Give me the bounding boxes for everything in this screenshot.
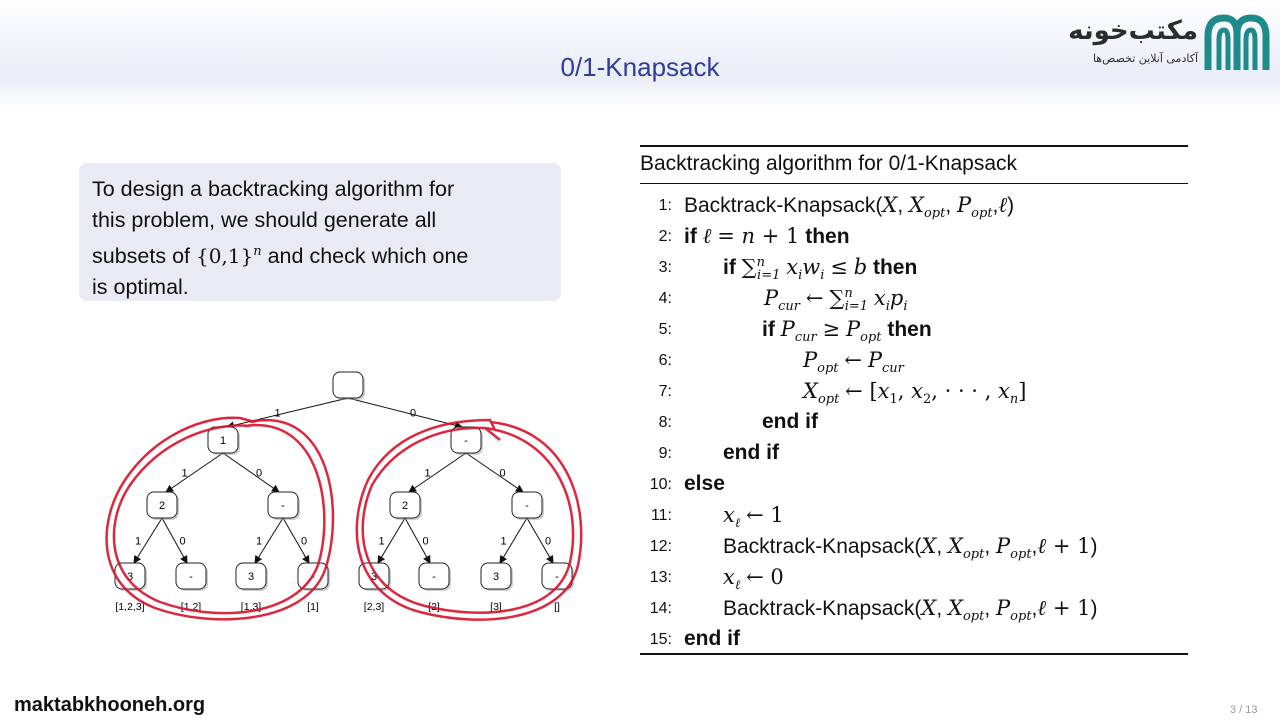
tree-node: [512, 492, 544, 520]
node-label: 1: [219, 435, 227, 447]
logo-tagline: آکادمی آنلاین تخصص‌ها: [1092, 52, 1198, 65]
edge-label: 0: [544, 535, 552, 548]
logo-mark-icon: [1202, 12, 1272, 74]
logo-name: مکتب‌خونه: [1068, 16, 1198, 46]
tree-edge: [409, 453, 466, 492]
maktabkhooneh-logo[interactable]: [1068, 10, 1276, 76]
node-label: -: [189, 571, 193, 583]
leaf-set-label: [1,3]: [240, 601, 262, 613]
right-annotation-circle-inner: [363, 428, 573, 613]
bottom-rule: [640, 653, 1188, 655]
intro-line-3: subsets of $\{0,1\}^n$ and check which one: [92, 244, 469, 269]
edge-label: 0: [409, 407, 417, 420]
leaf-set-label: [2]: [428, 601, 440, 613]
intro-line-1: To design a backtracking algorithm for: [92, 177, 455, 201]
node-label: 2: [158, 500, 166, 512]
edge-label: 0: [422, 535, 429, 548]
leaf-set-label: [2,3]: [363, 601, 385, 613]
leaf-set-label: [1,2,3]: [115, 601, 145, 613]
tree-edge: [166, 453, 223, 492]
state-space-tree: [100, 360, 590, 630]
intro-line-2: this problem, we should generate all: [92, 208, 437, 232]
edge-label: 0: [179, 535, 186, 548]
algorithm-block: Backtracking algorithm for 0/1-Knapsack 1: Backtrack-Knapsack(X, $X_{opt}$, $P_{opt},\ell$) 2: if ℓ = n + 1 then 3: if ∑$^n_{i=1}$ $x_iw_i \le b$ then 4: $P_{cur}$ ← ∑$^n_{i=1}$ $x_ip_i$ 5: if $P_{cur} \ge P_{opt}$ then 6: $P_{opt}$ ← $P_{cur}$ 7: $X_{opt}$ ← [$x_1$, $x_2$, · · · , $x_n$] 8: end if 9: end if 10: else 11: $x_\ell$ ← 1 12: Backtrack-Knapsack(X, $X_{opt}$, $P_{opt},\ell + 1$) 13: $x_\ell$ ← 0 14: Backtrack-Knapsack(X, $X_{opt}$, $P_{opt},\ell + 1$) 15: end if: [640, 145, 1188, 655]
node-label: 3: [370, 571, 378, 583]
tree-node: [147, 492, 179, 520]
intro-line-4: is optimal.: [92, 275, 189, 300]
intro-text-box: [79, 163, 561, 301]
page-number: 3 / 13: [1230, 704, 1258, 716]
tree-edge: [466, 453, 523, 492]
tree-node: [451, 427, 483, 455]
slide-title: 0/1-Knapsack: [560, 52, 720, 82]
node-label: 2: [401, 500, 409, 512]
edge-label: 1: [134, 535, 142, 548]
tree-node: [481, 563, 513, 591]
edge-label: 1: [500, 535, 507, 548]
tree-node: [390, 492, 422, 520]
tree-node: [419, 563, 451, 591]
edge-label: 1: [424, 467, 431, 480]
node-label: -: [525, 500, 529, 512]
edge-label: 1: [181, 467, 188, 480]
node-label: 3: [492, 571, 500, 583]
set-exponent: n: [253, 244, 262, 259]
node-label: -: [464, 435, 468, 447]
tree-edge: [223, 453, 279, 492]
node-label: -: [555, 571, 559, 583]
leaf-set-label: [1,2]: [180, 601, 202, 613]
leaf-set-label: [3]: [490, 601, 502, 613]
edge-label: 1: [274, 407, 281, 420]
tree-node: [208, 427, 240, 455]
tree-node: [176, 563, 208, 591]
edge-label: 0: [255, 467, 263, 480]
top-rule: [640, 145, 1188, 147]
edge-label: 0: [300, 535, 308, 548]
binary-set: {0,1}: [195, 244, 254, 269]
footer-url[interactable]: maktabkhooneh.org: [14, 694, 206, 716]
edge-label: 1: [255, 535, 263, 548]
leaf-set-label: [1]: [307, 601, 319, 613]
node-label: -: [311, 571, 315, 583]
node-label: 3: [126, 571, 134, 583]
leaf-set-label: []: [554, 601, 560, 613]
edge-label: 1: [378, 535, 385, 548]
node-label: 3: [247, 571, 255, 583]
tree-edge: [348, 398, 462, 427]
tree-node: [236, 563, 268, 591]
caption-rule: [640, 183, 1188, 184]
tree-node: [333, 372, 365, 400]
tree-node: [268, 492, 300, 520]
node-label: -: [281, 500, 285, 512]
node-label: -: [432, 571, 436, 583]
algorithm-caption: Backtracking algorithm for 0/1-Knapsack: [640, 152, 1018, 175]
edge-label: 0: [499, 467, 506, 480]
